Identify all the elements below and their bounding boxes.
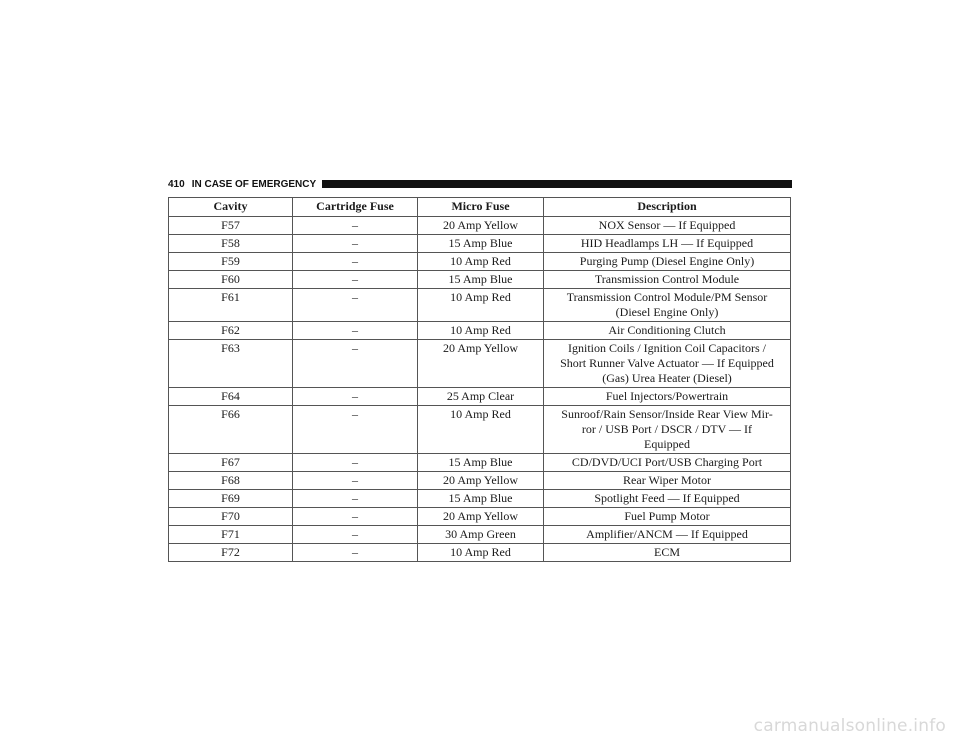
cell-cartridge-fuse: –: [293, 235, 418, 253]
description-line: Air Conditioning Clutch: [608, 323, 726, 337]
table-row: [169, 217, 791, 235]
cell-cartridge-fuse: –: [293, 406, 418, 454]
table-row: [169, 490, 791, 508]
cell-description: [544, 217, 791, 235]
cell-cartridge-fuse: –: [293, 271, 418, 289]
cell-description: [544, 508, 791, 526]
column-header-cavity: Cavity: [169, 198, 293, 217]
description-line: (Diesel Engine Only): [615, 305, 719, 319]
table-row: [169, 271, 791, 289]
cell-micro-fuse: 10 Amp Red: [418, 289, 544, 322]
cell-cartridge-fuse: –: [293, 490, 418, 508]
page-number: 410: [168, 178, 185, 190]
cell-cavity: F57: [169, 217, 293, 235]
cell-micro-fuse: 20 Amp Yellow: [418, 340, 544, 388]
column-header-description: Description: [544, 198, 791, 217]
description-line: CD/DVD/UCI Port/USB Charging Port: [571, 455, 763, 469]
cell-cavity: F60: [169, 271, 293, 289]
description-line: Sunroof/Rain Sensor/Inside Rear View Mir-: [561, 407, 773, 421]
cell-micro-fuse: 15 Amp Blue: [418, 490, 544, 508]
cell-description: [544, 544, 791, 562]
cell-cartridge-fuse: –: [293, 544, 418, 562]
cell-cartridge-fuse: –: [293, 526, 418, 544]
cell-cavity: F63: [169, 340, 293, 388]
cell-micro-fuse: 10 Amp Red: [418, 544, 544, 562]
table-row: [169, 289, 791, 322]
cell-description: [544, 454, 791, 472]
cell-cavity: F71: [169, 526, 293, 544]
cell-cartridge-fuse: –: [293, 508, 418, 526]
table-row: [169, 235, 791, 253]
page-header: [168, 177, 792, 191]
cell-micro-fuse: 10 Amp Red: [418, 322, 544, 340]
table-row: [169, 340, 791, 388]
cell-cavity: F70: [169, 508, 293, 526]
cell-micro-fuse: 15 Amp Blue: [418, 454, 544, 472]
cell-micro-fuse: 10 Amp Red: [418, 406, 544, 454]
cell-cartridge-fuse: –: [293, 322, 418, 340]
cell-micro-fuse: 25 Amp Clear: [418, 388, 544, 406]
cell-micro-fuse: 10 Amp Red: [418, 253, 544, 271]
fuse-table: [168, 197, 791, 562]
description-line: ECM: [653, 545, 680, 559]
description-line: Transmission Control Module: [594, 272, 740, 286]
description-line: HID Headlamps LH — If Equipped: [580, 236, 754, 250]
cell-description: [544, 490, 791, 508]
cell-cartridge-fuse: –: [293, 454, 418, 472]
cell-cartridge-fuse: –: [293, 472, 418, 490]
description-line: Transmission Control Module/PM Sensor: [566, 290, 768, 304]
cell-cartridge-fuse: –: [293, 289, 418, 322]
column-header-cartridge-fuse: Cartridge Fuse: [293, 198, 418, 217]
description-line: Fuel Pump Motor: [624, 509, 710, 523]
cell-cavity: F61: [169, 289, 293, 322]
description-line: (Gas) Urea Heater (Diesel): [602, 371, 732, 385]
header-rule: [322, 180, 792, 188]
cell-cartridge-fuse: –: [293, 340, 418, 388]
watermark: carmanualsonline.info: [753, 716, 946, 736]
description-line: Short Runner Valve Actuator — If Equipped: [560, 356, 774, 370]
cell-description: [544, 271, 791, 289]
cell-description: [544, 340, 791, 388]
table-row: [169, 472, 791, 490]
description-line: Ignition Coils / Ignition Coil Capacitors /: [568, 341, 766, 355]
cell-cartridge-fuse: –: [293, 388, 418, 406]
cell-cavity: F69: [169, 490, 293, 508]
section-title: IN CASE OF EMERGENCY: [191, 178, 317, 190]
cell-description: [544, 406, 791, 454]
cell-description: [544, 322, 791, 340]
cell-cavity: F72: [169, 544, 293, 562]
cell-description: [544, 526, 791, 544]
description-line: Purging Pump (Diesel Engine Only): [579, 254, 755, 268]
description-line: Spotlight Feed — If Equipped: [594, 491, 740, 505]
cell-cavity: F67: [169, 454, 293, 472]
description-line: Amplifier/ANCM — If Equipped: [586, 527, 748, 541]
table-row: [169, 454, 791, 472]
column-header-micro-fuse: Micro Fuse: [418, 198, 544, 217]
description-line: ror / USB Port / DSCR / DTV — If: [581, 422, 753, 436]
cell-description: [544, 472, 791, 490]
cell-cavity: F58: [169, 235, 293, 253]
description-line: Equipped: [644, 437, 690, 451]
cell-cavity: F66: [169, 406, 293, 454]
cell-description: [544, 388, 791, 406]
cell-description: [544, 235, 791, 253]
cell-micro-fuse: 30 Amp Green: [418, 526, 544, 544]
cell-micro-fuse: 15 Amp Blue: [418, 271, 544, 289]
cell-cavity: F59: [169, 253, 293, 271]
cell-cartridge-fuse: –: [293, 217, 418, 235]
cell-micro-fuse: 15 Amp Blue: [418, 235, 544, 253]
cell-description: [544, 253, 791, 271]
table-row: [169, 388, 791, 406]
table-row: [169, 322, 791, 340]
cell-cavity: F68: [169, 472, 293, 490]
table-row: [169, 406, 791, 454]
table-body: [169, 217, 791, 562]
cell-micro-fuse: 20 Amp Yellow: [418, 508, 544, 526]
table-row: [169, 253, 791, 271]
cell-cartridge-fuse: –: [293, 253, 418, 271]
cell-description: [544, 289, 791, 322]
table-row: [169, 508, 791, 526]
table-row: [169, 544, 791, 562]
table-header-row: [169, 198, 791, 217]
cell-cavity: F62: [169, 322, 293, 340]
description-line: Rear Wiper Motor: [623, 473, 711, 487]
description-line: Fuel Injectors/Powertrain: [605, 389, 729, 403]
cell-micro-fuse: 20 Amp Yellow: [418, 472, 544, 490]
cell-cavity: F64: [169, 388, 293, 406]
description-line: NOX Sensor — If Equipped: [598, 218, 736, 232]
table-row: [169, 526, 791, 544]
cell-micro-fuse: 20 Amp Yellow: [418, 217, 544, 235]
